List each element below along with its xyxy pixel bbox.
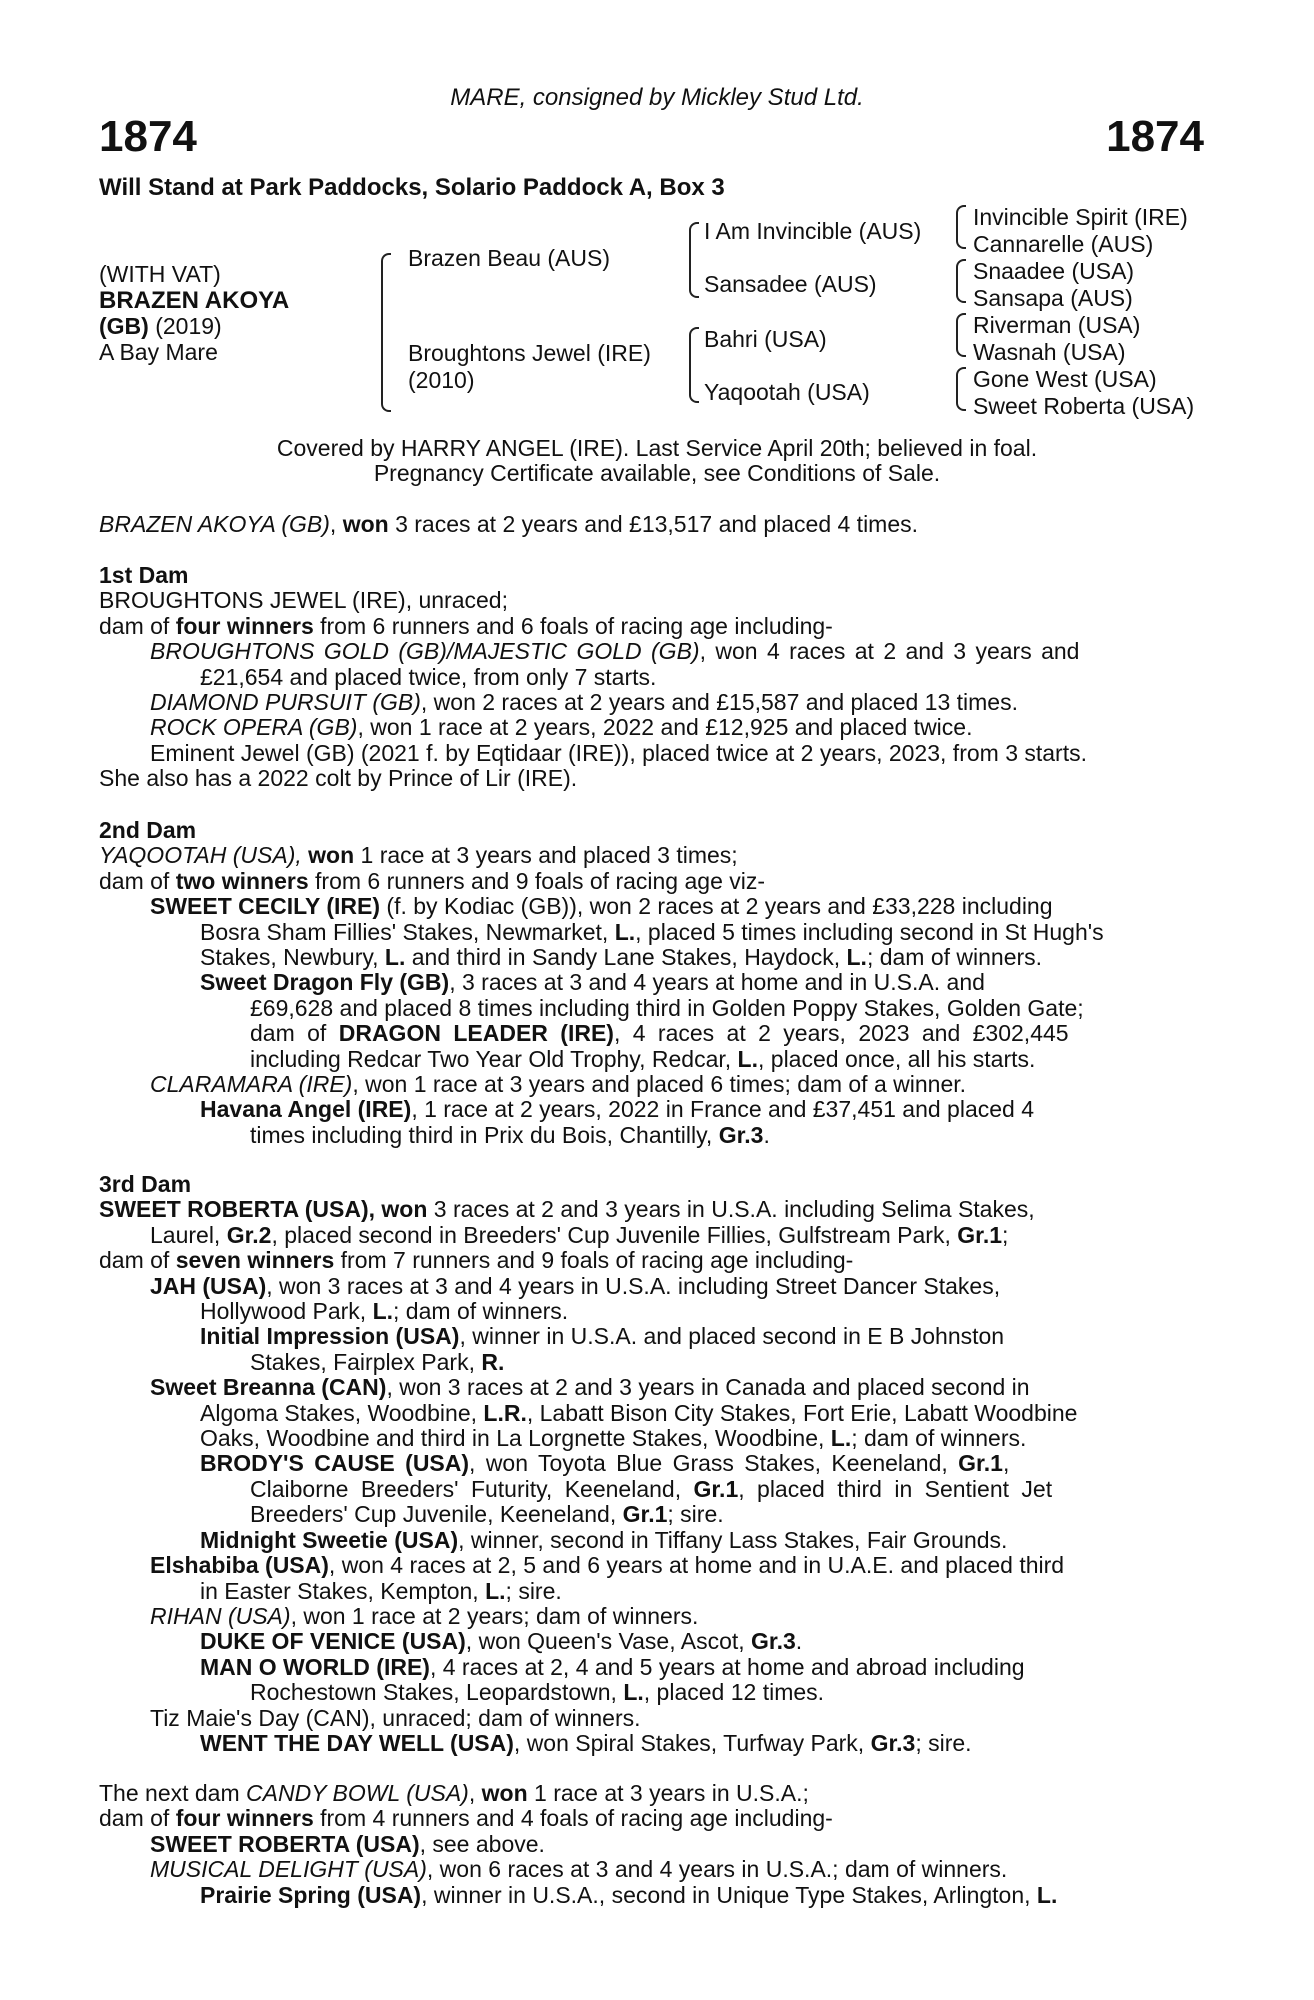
horse-name: BRAZEN AKOYA <box>99 287 290 314</box>
pedigree-sire-sire: I Am Invincible (AUS) <box>704 218 922 244</box>
pedigree-ggp-7: Gone West (USA) <box>973 366 1157 392</box>
pedigree-brace-g2 <box>956 259 966 303</box>
lot-number-left: 1874 <box>99 112 197 161</box>
pedigree-brace-dam <box>689 327 699 403</box>
pedigree-dam-year: (2010) <box>408 367 475 393</box>
section-heading: 3rd Dam <box>99 1171 192 1197</box>
pedigree-ggp-5: Riverman (USA) <box>973 312 1141 338</box>
next-dam-section: The next dam CANDY BOWL (USA), won 1 race at 3 years in U.S.A.; dam of four winners from 4 runners and 4 foals of racing age including- SWEET ROBERTA (USA), see above. MUSICAL DELIGHT (USA), won 6 races at 3 and 4 years in U.S.A.; dam of winners. Prairie Spring (USA), winner in U.S.A., second in Unique Type Stakes, Arlington, L. <box>99 1780 1058 1908</box>
horse-origin-year: (GB) (2019) <box>99 313 222 339</box>
pedigree-ggp-3: Snaadee (USA) <box>973 258 1135 284</box>
pedigree-dam-sire: Bahri (USA) <box>704 326 827 352</box>
stand-location: Will Stand at Park Paddocks, Solario Paddock A, Box 3 <box>99 174 725 201</box>
first-dam-section: 1st Dam BROUGHTONS JEWEL (IRE), unraced; dam of four winners from 6 runners and 6 foals of racing age including- BROUGHTONS GOLD (GB)/MAJESTIC GOLD (GB), won 4 races at 2 and 3 years and £21,654 and placed twice, from only 7 starts. DIAMOND PURSUIT (GB), won 2 races at 2 years and £15,587 and placed 13 times. ROCK OPERA (GB), won 1 race at 2 years, 2022 and £12,925 and placed twice. Eminent Jewel (GB) (2021 f. by Eqtidaar (IRE)), placed twice at 2 years, 2023, from 3 starts. She also has a 2022 colt by Prince of Lir (IRE). <box>99 563 1203 792</box>
consignor-line: MARE, consigned by Mickley Stud Ltd. <box>450 84 864 111</box>
pedigree-brace-sire <box>689 222 699 298</box>
horse-description: A Bay Mare <box>99 339 218 365</box>
race-summary: BRAZEN AKOYA (GB), won 3 races at 2 years and £13,517 and placed 4 times. <box>99 511 919 537</box>
pedigree-dam-dam: Yaqootah (USA) <box>704 379 870 405</box>
covered-line: Covered by HARRY ANGEL (IRE). Last Service April 20th; believed in foal. <box>276 435 1038 461</box>
pedigree-ggp-4: Sansapa (AUS) <box>973 285 1133 311</box>
third-dam-section: 3rd Dam SWEET ROBERTA (USA), won 3 races at 2 and 3 years in U.S.A. including Selima Stakes, Laurel, Gr.2, placed second in Breeders' Cup Juvenile Fillies, Gulfstream Park, Gr.1; dam of seven winners from 7 runners and 9 foals of racing age including- JAH (USA), won 3 races at 3 and 4 years in U.S.A. including Street Dancer Stakes, Hollywood Park, L.; dam of winners. Initial Impression (USA), winner in U.S.A. and placed second in E B Johnston Stakes, Fairplex Park, R. Sweet Breanna (CAN), won 3 races at 2 and 3 years in Canada and placed second in Algoma Stakes, Woodbine, L.R., Labatt Bison City Stakes, Fort Erie, Labatt Woodbine Oaks, Woodbine and third in La Lorgnette Stakes, Woodbine, L.; dam of winners. BRODY'S CAUSE (USA), won Toyota Blue Grass Stakes, Keeneland, Gr.1, Claiborne Breeders' Futurity, Keeneland, Gr.1, placed third in Sentient Jet Breeders' Cup Juvenile, Keeneland, Gr.1; sire. Midnight Sweetie (USA), winner, second in Tiffany Lass Stakes, Fair Grounds. Elshabiba (USA), won 4 races at 2, 5 and 6 years at home and in U.A.E. and placed third in Easter Stakes, Kempton, L.; sire. RIHAN (USA), won 1 race at 2 years; dam of winners. DUKE OF VENICE (USA), won Queen's Vase, Ascot, Gr.3. MAN O WORLD (IRE), 4 races at 2, 4 and 5 years at home and abroad including Rochestown Stakes, Leopardstown, L., placed 12 times. Tiz Maie's Day (CAN), unraced; dam of winners. WENT THE DAY WELL (USA), won Spiral Stakes, Turfway Park, Gr.3; sire. <box>99 1172 1203 1756</box>
pedigree-dam: Broughtons Jewel (IRE) <box>408 340 651 366</box>
pedigree-ggp-8: Sweet Roberta (USA) <box>973 393 1195 419</box>
pedigree-sire-dam: Sansadee (AUS) <box>704 271 877 297</box>
pedigree-brace-g1 <box>956 205 966 249</box>
pedigree-brace-g3 <box>956 313 966 357</box>
pedigree-ggp-2: Cannarelle (AUS) <box>973 231 1154 257</box>
pregnancy-line: Pregnancy Certificate available, see Conditions of Sale. <box>373 460 941 486</box>
pedigree-brace-main <box>381 253 391 412</box>
pedigree-brace-g4 <box>956 367 966 411</box>
vat-note: (WITH VAT) <box>99 261 221 287</box>
pedigree-ggp-1: Invincible Spirit (IRE) <box>973 204 1188 230</box>
second-dam-section: 2nd Dam YAQOOTAH (USA), won 1 race at 3 years and placed 3 times; dam of two winners from 6 runners and 9 foals of racing age viz- SWEET CECILY (IRE) (f. by Kodiac (GB)), won 2 races at 2 years and £33,228 including Bosra Sham Fillies' Stakes, Newmarket, L., placed 5 times including second in St Hugh's Stakes, Newbury, L. and third in Sandy Lane Stakes, Haydock, L.; dam of winners. Sweet Dragon Fly (GB), 3 races at 3 and 4 years at home and in U.S.A. and £69,628 and placed 8 times including third in Golden Poppy Stakes, Golden Gate; dam of DRAGON LEADER (IRE), 4 races at 2 years, 2023 and £302,445 including Redcar Two Year Old Trophy, Redcar, L., placed once, all his starts. CLARAMARA (IRE), won 1 race at 3 years and placed 6 times; dam of a winner. Havana Angel (IRE), 1 race at 2 years, 2022 in France and £37,451 and placed 4 times including third in Prix du Bois, Chantilly, Gr.3. <box>99 818 1203 1148</box>
lot-number-right: 1874 <box>1106 112 1204 161</box>
pedigree-ggp-6: Wasnah (USA) <box>973 339 1126 365</box>
pedigree-sire: Brazen Beau (AUS) <box>408 245 610 271</box>
section-heading: 2nd Dam <box>99 817 197 843</box>
section-heading: 1st Dam <box>99 562 189 588</box>
